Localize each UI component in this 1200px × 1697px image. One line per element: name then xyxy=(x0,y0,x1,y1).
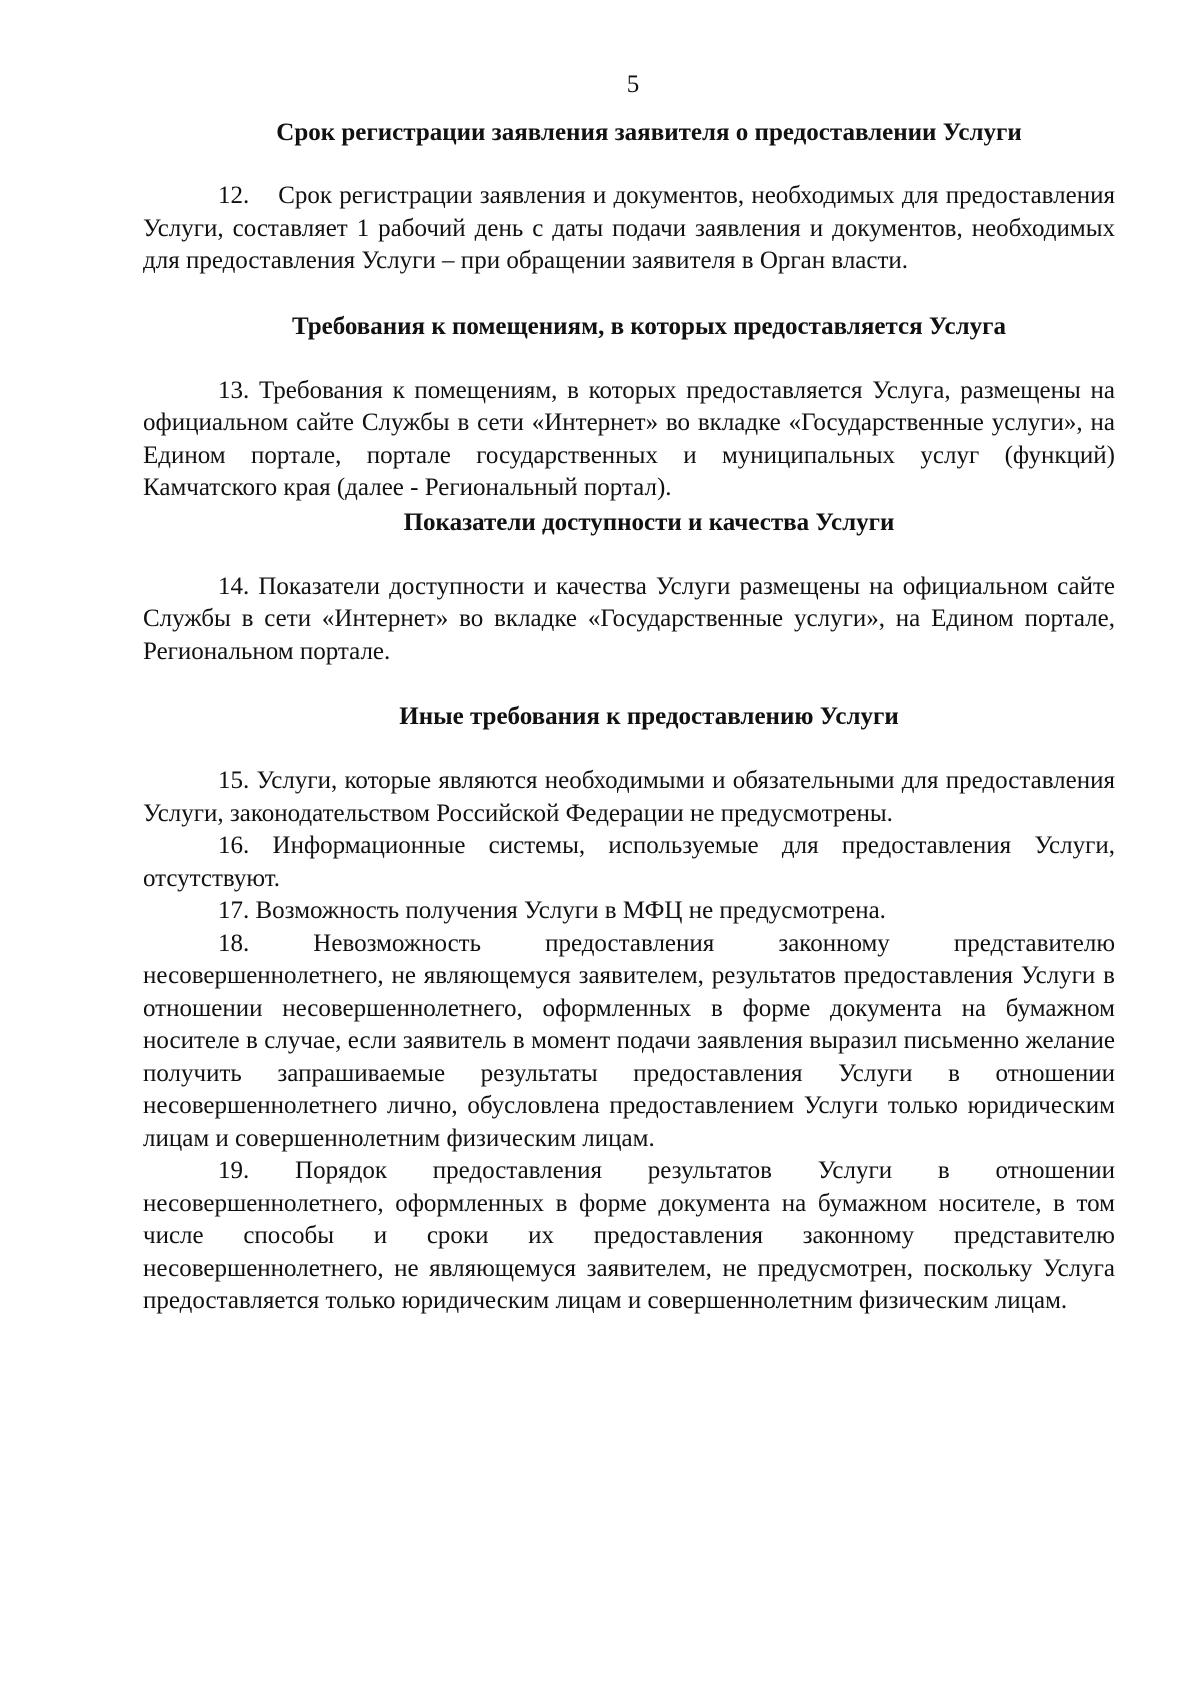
paragraph-13: 13. Требования к помещениям, в которых предоставляется Услуга, размещены на официальном сайте Службы в сети «Интернет» во вкладке «Государственные услуги», на Едином портале, портале государственных и муниципальных услуг (функций) Камчатского края (далее - Региональный портал). xyxy=(143,376,1115,501)
section-heading-premises-requirements: Требования к помещениям, в которых предоставляется Услуга xyxy=(291,312,1007,340)
paragraph-18: 18. Невозможность предоставления законному представителю несовершеннолетнего, не являющемуся заявителем, результатов предоставления Услуги в отношении несовершеннолетнего, оформленных в форме документа на бумажном носителе в случае, если заявитель в момент подачи заявления выразил письменно желание получить запрашиваемые результаты предоставления Услуги в отношении несовершеннолетнего лично, обусловлена предоставлением Услуги только юридическим лицам и совершеннолетним физическим лицам. xyxy=(143,929,1115,1152)
paragraph-17: 17. Возможность получения Услуги в МФЦ не предусмотрена. xyxy=(218,897,886,924)
document-body xyxy=(143,117,1115,1318)
paragraph-19: 19. Порядок предоставления результатов Услуги в отношении несовершеннолетнего, оформленных в форме документа на бумажном носителе, в том числе способы и сроки их предоставления законному представителю несовершеннолетнего, не являющемуся заявителем, не предусмотрен, поскольку Услуга предоставляется только юридическим лицам и совершеннолетним физическим лицам. xyxy=(143,1157,1115,1314)
paragraph-15: 15. Услуги, которые являются необходимыми и обязательными для предоставления Услуги, законодательством Российской Федерации не предусмотрены. xyxy=(143,767,1115,827)
section-heading-accessibility-quality: Показатели доступности и качества Услуги xyxy=(403,508,895,536)
section-heading-other-requirements: Иные требования к предоставлению Услуги xyxy=(399,703,899,730)
paragraph-16: 16. Информационные системы, используемые для предоставления Услуги, отсутствуют. xyxy=(143,832,1115,892)
paragraph-12: 12. Срок регистрации заявления и документов, необходимых для предоставления Услуги, составляет 1 рабочий день с даты подачи заявления и документов, необходимых для предоставления Услуги – при обращении заявителя в Орган власти. xyxy=(143,182,1115,274)
page-number: 5 xyxy=(626,71,640,98)
paragraph-14: 14. Показатели доступности и качества Услуги размещены на официальном сайте Службы в сети «Интернет» во вкладке «Государственные услуги», на Едином портале, Региональном портале. xyxy=(143,572,1115,665)
section-heading-registration-term: Срок регистрации заявления заявителя о предоставлении Услуги xyxy=(276,119,1022,146)
